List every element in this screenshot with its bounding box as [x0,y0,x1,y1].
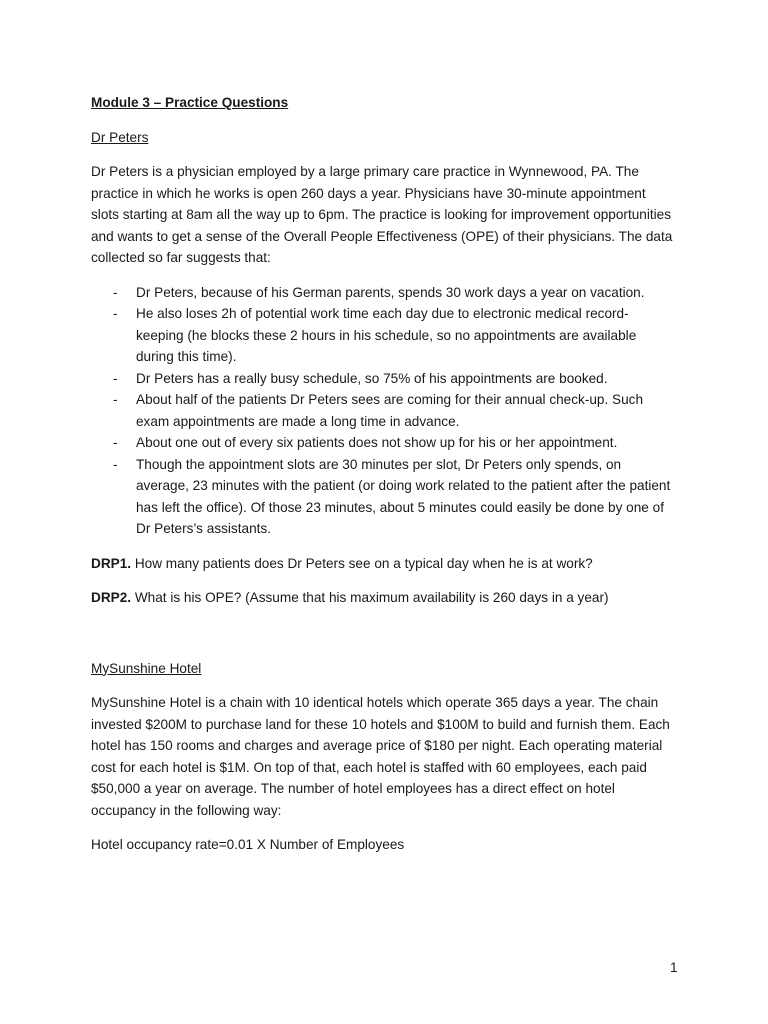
module-title-text: Module 3 – Practice Questions [91,95,289,110]
list-item [91,432,673,454]
question-id: DRP1. [91,555,132,571]
question-text: What is his OPE? (Assume that his maximum availability is 260 days in a year) [131,590,609,605]
section-title-dr-peters [91,127,673,149]
list-item-text: About one out of every six patients does not show up for his or her appointment. [136,435,618,450]
list-item [91,368,673,390]
list-item-text: About half of the patients Dr Peters sees are coming for their annual check-up. Such exam appointments are made a long time in advance. [136,392,644,429]
mysunshine-intro: MySunshine Hotel is a chain with 10 identical hotels which operate 365 days a year. The chain invested $200M to purchase land for these 10 hotels and $100M to build and furnish them. Each hotel has 150 rooms and charges and average price of $180 per night. Each operating material cost for each hotel is $1M. On top of that, each hotel is staffed with 60 employees, each paid $50,000 a year on average. The number of hotel employees has a direct effect on hotel occupancy in the following way: [91,695,670,818]
list-item-text: He also loses 2h of potential work time each day due to electronic medical record-keeping (he blocks these 2 hours in his schedule, so no appointments are available during this time). [136,306,637,364]
list-item-text: Dr Peters, because of his German parents, spends 30 work days a year on vacation. [136,284,645,300]
occupancy-formula: Hotel occupancy rate=0.01 X Number of Employees [91,837,405,852]
page-number: 1 [670,960,678,975]
bullet-dash: - [113,435,118,450]
question-drp2 [91,587,673,609]
bullet-dash: - [113,392,118,407]
page-content [91,92,673,869]
bullet-dash: - [113,370,118,386]
section-title-mysunshine-hotel-text: MySunshine Hotel [91,660,202,676]
section-spacer [91,622,673,658]
dr-peters-intro: Dr Peters is a physician employed by a large primary care practice in Wynnewood, PA. The practice in which he works is open 260 days a year. Physicians have 30-minute appointment slots starting at 8am all the way up to 6pm. The practice is looking for improvement opportunities and wants to get a sense of the Overall People Effectiveness (OPE) of their physicians. The data collected so far suggests that: [91,164,673,265]
dr-peters-facts-list [91,282,673,540]
question-drp1 [91,553,673,575]
list-item [91,389,673,432]
section-title-mysunshine-hotel [91,658,673,680]
question-id: DRP2. [91,590,132,605]
list-item [91,282,673,304]
question-text: How many patients does Dr Peters see on a typical day when he is at work? [131,555,593,571]
section-title-dr-peters-text: Dr Peters [91,129,149,145]
list-item-text: Dr Peters has a really busy schedule, so 75% of his appointments are booked. [136,370,608,386]
module-title [91,92,673,114]
list-item-text: Though the appointment slots are 30 minutes per slot, Dr Peters only spends, on average, 23 minutes with the patient (or doing work related to the patient after the patient has left the office). Of those 23 minutes, about 5 minutes could easily be done by one of Dr Peters’s assistants. [136,456,671,536]
list-item [91,303,673,368]
list-item [91,454,673,540]
bullet-dash: - [113,306,118,321]
bullet-dash: - [113,284,118,300]
bullet-dash: - [113,456,118,472]
